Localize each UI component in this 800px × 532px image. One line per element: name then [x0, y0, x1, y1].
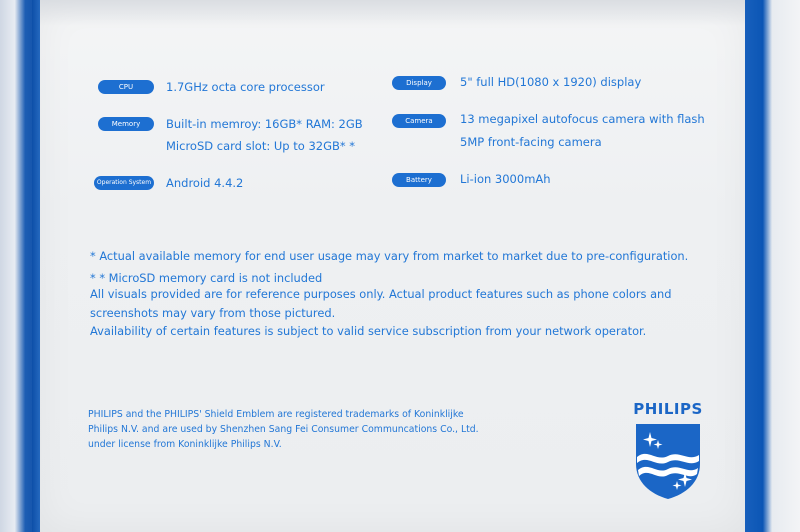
spec-value-os: Android 4.4.2: [166, 176, 244, 190]
disclaimer-note-3: All visuals provided are for reference purposes only. Actual product features such as phone colors and: [90, 287, 672, 301]
box-right-edge: [738, 0, 800, 532]
philips-shield-icon: [628, 420, 708, 500]
spec-value-camera-1: 13 megapixel autofocus camera with flash: [460, 112, 705, 126]
spec-value-camera-2: 5MP front-facing camera: [460, 135, 602, 149]
trademark-line-2: Philips N.V. and are used by Shenzhen Sang Fei Consumer Communcations Co., Ltd.: [88, 424, 479, 435]
spec-label-cpu: CPU: [98, 80, 154, 94]
philips-wordmark: PHILIPS: [633, 400, 703, 418]
disclaimer-note-2: * * MicroSD memory card is not included: [90, 271, 323, 285]
disclaimer-note-4: screenshots may vary from those pictured.: [90, 306, 336, 320]
philips-logo: [628, 400, 708, 500]
spec-value-memory-2: MicroSD card slot: Up to 32GB* *: [166, 139, 356, 153]
trademark-line-1: PHILIPS and the PHILIPS' Shield Emblem are registered trademarks of Koninklijke: [88, 409, 464, 420]
disclaimer-note-5: Availability of certain features is subject to valid service subscription from your network operator.: [90, 324, 647, 338]
trademark-line-3: under license from Koninklijke Philips N.V.: [88, 439, 282, 450]
spec-value-memory-1: Built-in memroy: 16GB* RAM: 2GB: [166, 117, 363, 131]
box-left-edge: [0, 0, 42, 532]
spec-value-battery: Li-ion 3000mAh: [460, 172, 551, 186]
spec-label-camera: Camera: [392, 114, 446, 128]
disclaimer-note-1: * Actual available memory for end user usage may vary from market to market due to pre-configuration.: [90, 249, 689, 263]
spec-label-battery: Battery: [392, 173, 446, 187]
spec-label-os: Operation System: [94, 176, 154, 190]
spec-value-display: 5" full HD(1080 x 1920) display: [460, 75, 642, 89]
spec-label-display: Display: [392, 76, 446, 90]
spec-label-memory: Memory: [98, 117, 154, 131]
spec-value-cpu: 1.7GHz octa core processor: [166, 80, 325, 94]
